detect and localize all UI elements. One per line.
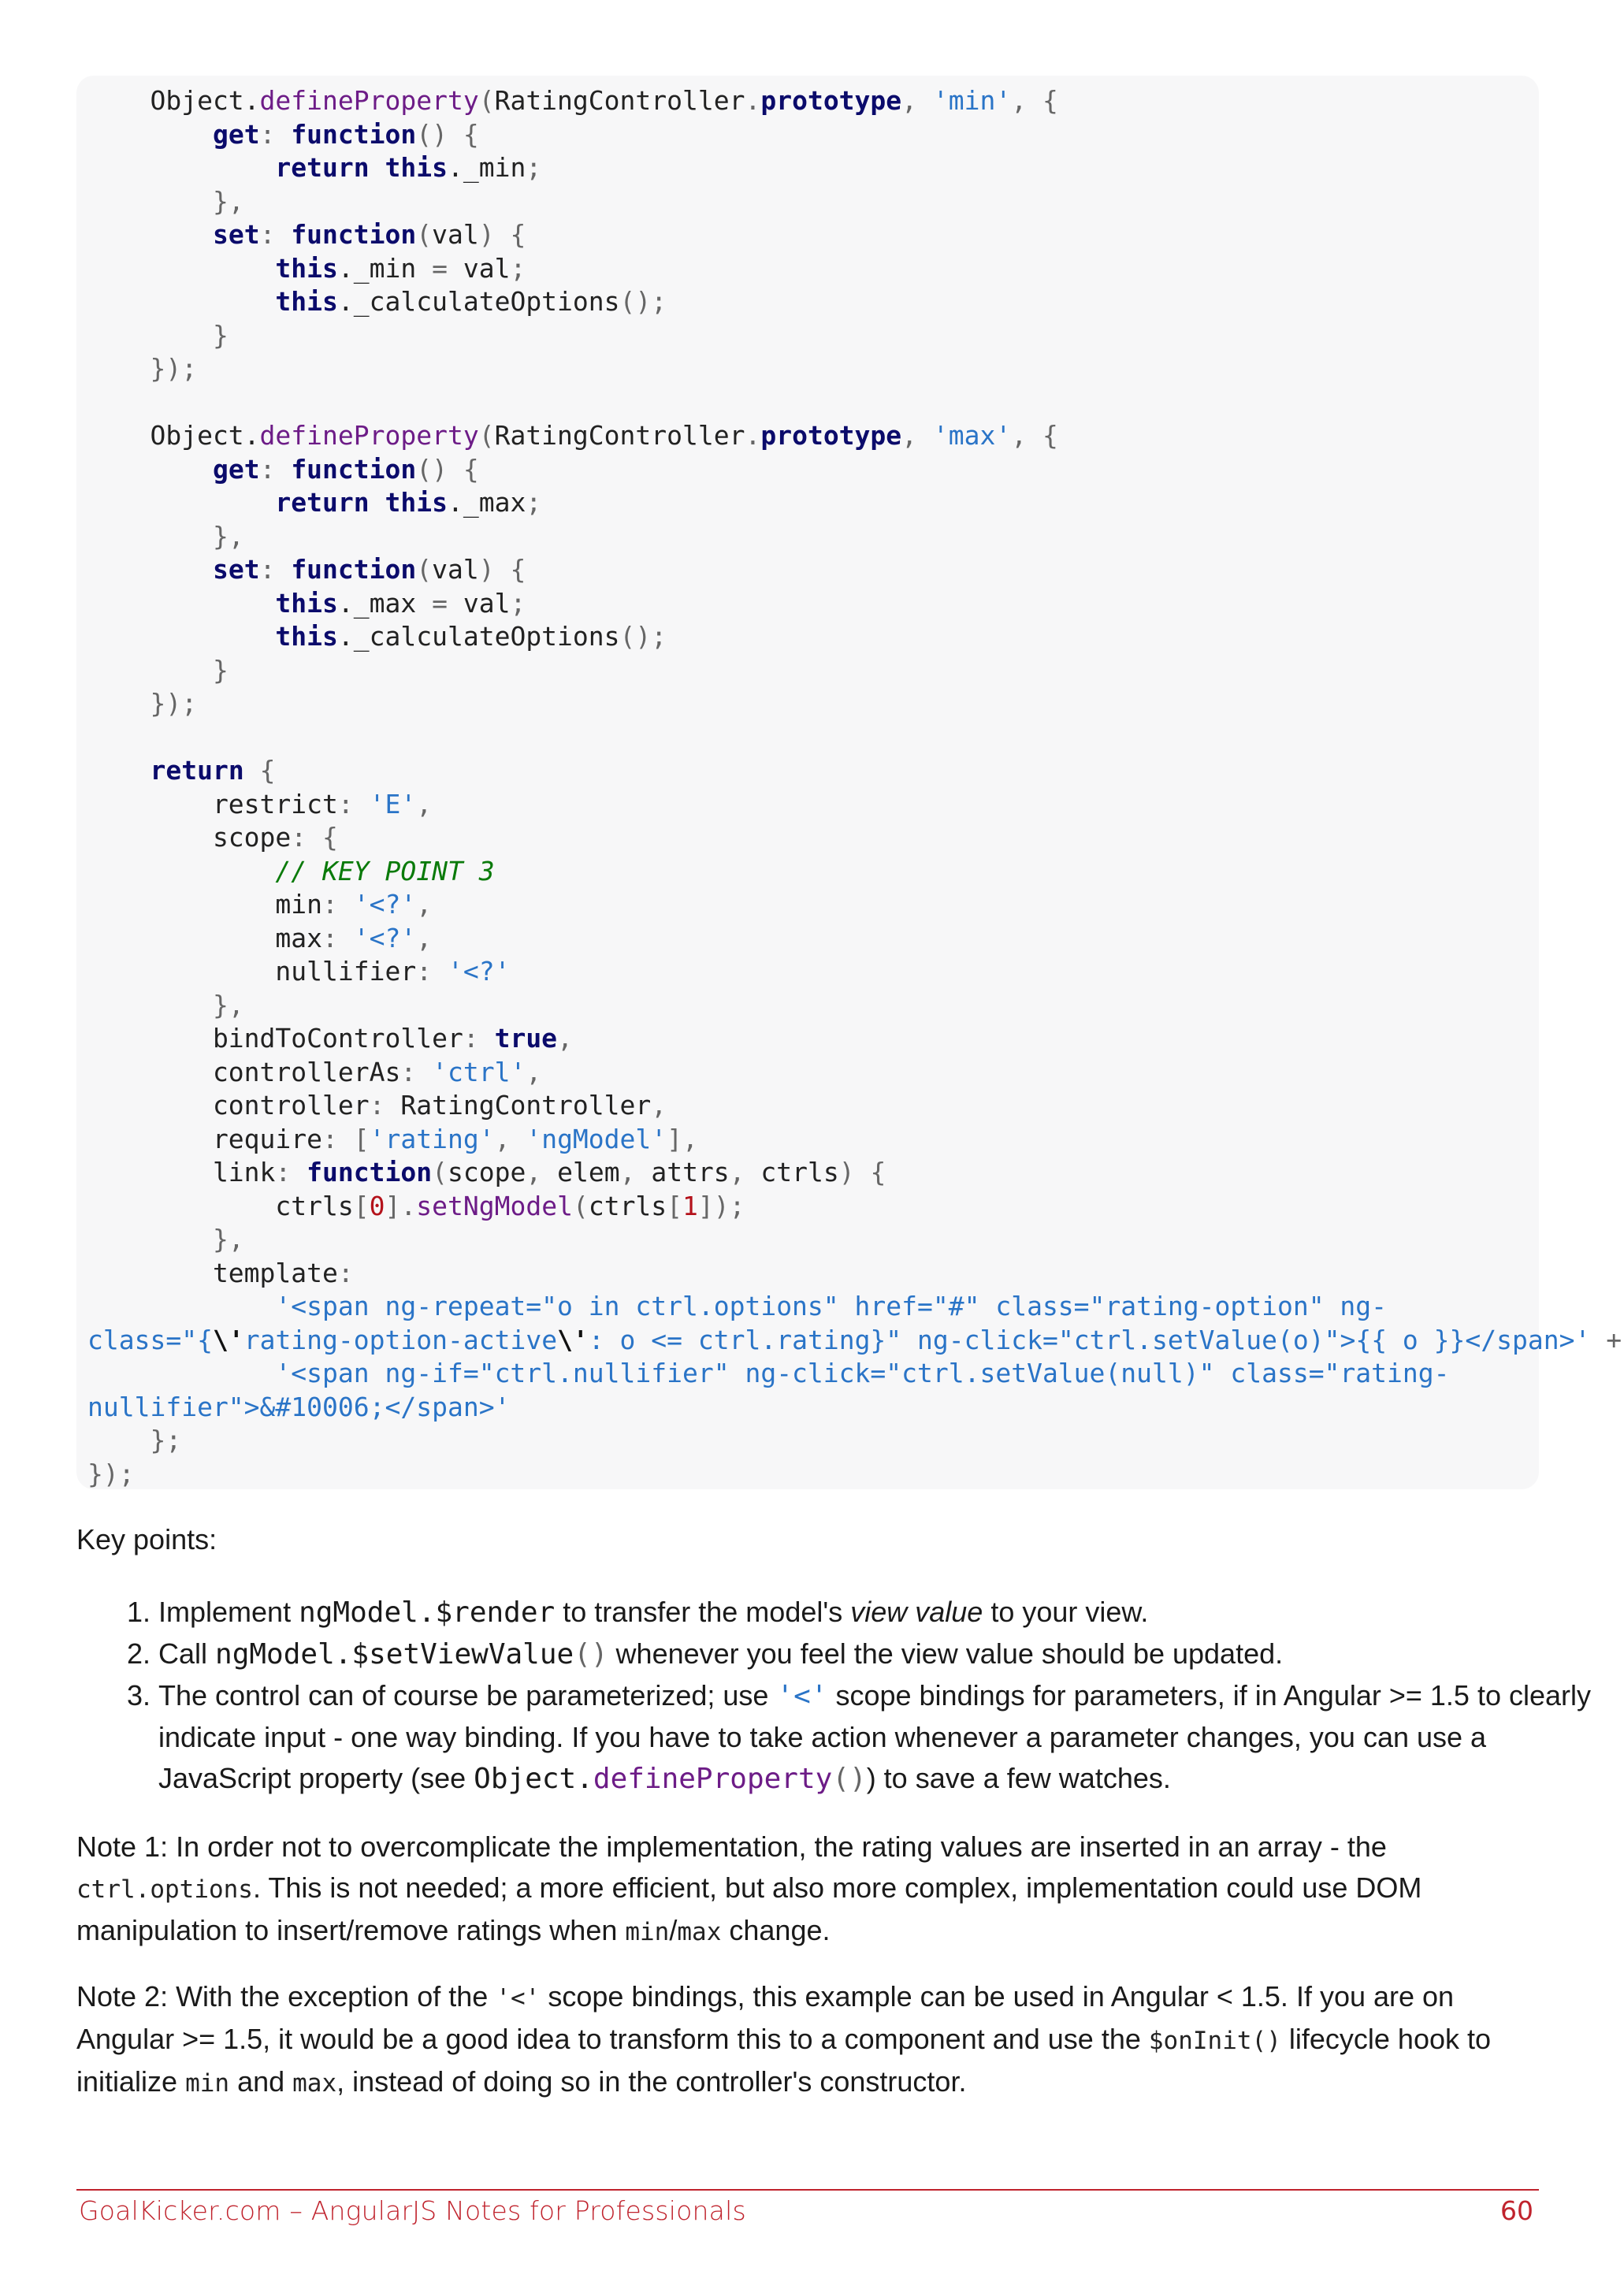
code-token: defineProperty bbox=[259, 85, 479, 116]
inline-code: defineProperty bbox=[593, 1763, 833, 1795]
code-line bbox=[87, 218, 526, 252]
text-run: . This is not needed; a more efficient, but also more complex, implementation could use DOM manipulation to insert/remove ratings when bbox=[76, 1871, 1422, 1946]
code-token: : bbox=[275, 1157, 307, 1187]
code-line bbox=[87, 1458, 135, 1492]
code-token: nullifier">&#10006;</span>' bbox=[87, 1391, 511, 1422]
text-run: and bbox=[229, 2065, 293, 2098]
code-line bbox=[87, 185, 244, 219]
code-token: Object. bbox=[87, 420, 260, 451]
code-token: function bbox=[307, 1157, 433, 1187]
code-token: 'max' bbox=[932, 420, 1012, 451]
code-token: ctrls bbox=[588, 1190, 667, 1221]
code-token: , bbox=[619, 1157, 652, 1187]
code-token: ._calculateOptions bbox=[337, 621, 620, 652]
code-token: template bbox=[87, 1257, 338, 1288]
code-token: val bbox=[432, 554, 479, 585]
code-token bbox=[87, 186, 213, 217]
code-token: rating-option-active bbox=[243, 1324, 558, 1355]
code-token: : bbox=[322, 922, 354, 953]
inline-code: min bbox=[625, 1918, 670, 1946]
code-token: : bbox=[369, 1090, 401, 1121]
code-token: ) { bbox=[838, 1157, 886, 1187]
code-token bbox=[87, 1224, 213, 1254]
code-line bbox=[87, 754, 275, 788]
code-line bbox=[87, 486, 541, 520]
text-run: Implement bbox=[158, 1596, 299, 1628]
code-token: ctrls bbox=[87, 1190, 354, 1221]
code-token: ._max bbox=[448, 487, 526, 518]
code-token: this bbox=[275, 286, 338, 317]
code-token: ( bbox=[416, 219, 433, 250]
key-point-item bbox=[158, 1592, 1624, 1633]
code-token: , bbox=[494, 1123, 526, 1154]
code-token: }); bbox=[150, 353, 198, 384]
code-line bbox=[87, 1357, 1450, 1391]
code-token bbox=[370, 152, 385, 183]
code-token: , bbox=[416, 889, 433, 920]
code-token: : bbox=[259, 219, 292, 250]
code-token bbox=[87, 1291, 275, 1321]
code-token: ], bbox=[667, 1123, 698, 1154]
code-token: scope bbox=[87, 822, 292, 853]
code-line bbox=[87, 1257, 354, 1291]
code-token: require bbox=[87, 1123, 323, 1154]
inline-code: $onInit bbox=[1148, 2027, 1252, 2055]
code-line bbox=[87, 654, 229, 688]
text-run: to your view. bbox=[983, 1596, 1149, 1628]
code-token bbox=[87, 755, 150, 786]
code-token: ( bbox=[478, 420, 495, 451]
code-token: ]); bbox=[697, 1190, 745, 1221]
note-2-paragraph bbox=[76, 1976, 1542, 2104]
text-run: view value bbox=[850, 1596, 983, 1628]
code-token bbox=[87, 253, 275, 284]
code-token: min bbox=[87, 889, 323, 920]
inline-code: ctrl. bbox=[76, 1875, 151, 1904]
code-token: , { bbox=[1011, 420, 1058, 451]
code-line bbox=[87, 788, 432, 822]
code-token: , { bbox=[1011, 85, 1058, 116]
code-token bbox=[87, 487, 275, 518]
text-run: scope bindings for parameters, if in Angular >= 1.5 to clearly indicate input - one way binding. If you have to take action whenever a parameter changes, you can use a JavaScript property (see bbox=[158, 1679, 1592, 1794]
code-line bbox=[87, 553, 526, 587]
code-token: RatingController bbox=[494, 420, 745, 451]
code-token: } bbox=[212, 319, 229, 351]
code-token: { bbox=[243, 755, 276, 786]
code-token: '<span ng-repeat="o in ctrl.options" href="#" class="rating-option" ng- bbox=[275, 1291, 1388, 1321]
code-line bbox=[87, 922, 432, 956]
code-token: ctrls bbox=[760, 1157, 839, 1187]
footer-divider bbox=[76, 2189, 1539, 2191]
text-run: , instead of doing so in the controller's constructor. bbox=[336, 2065, 967, 2098]
code-token: ; bbox=[526, 152, 542, 183]
note-1-paragraph bbox=[76, 1827, 1542, 1953]
code-token: ( bbox=[572, 1190, 589, 1221]
code-token: : bbox=[400, 1056, 433, 1087]
code-token bbox=[87, 119, 213, 150]
code-token bbox=[87, 588, 275, 619]
code-token: ._max bbox=[337, 587, 433, 619]
code-token: (); bbox=[619, 621, 667, 652]
code-token: '<?' bbox=[353, 889, 417, 920]
code-token: : bbox=[463, 1023, 495, 1054]
code-token bbox=[87, 454, 213, 485]
code-token: return bbox=[275, 487, 370, 518]
code-token: 1 bbox=[682, 1190, 698, 1221]
code-token: . bbox=[745, 85, 761, 116]
code-token: , bbox=[416, 788, 433, 820]
code-token bbox=[87, 152, 275, 183]
inline-code: () bbox=[1251, 2027, 1281, 2055]
code-token: }; bbox=[150, 1425, 182, 1455]
code-token: Object. bbox=[87, 85, 260, 116]
code-token: val bbox=[448, 252, 511, 284]
code-token: function bbox=[291, 219, 417, 250]
code-token: 0 bbox=[369, 1190, 385, 1221]
code-line bbox=[87, 587, 526, 621]
code-token: setNgModel bbox=[416, 1190, 573, 1221]
inline-code: Object. bbox=[474, 1763, 593, 1795]
code-line bbox=[87, 285, 667, 319]
code-line bbox=[87, 1190, 745, 1224]
code-block bbox=[76, 76, 1622, 1489]
text-run: Note 2: With the exception of the bbox=[76, 1980, 496, 2013]
code-token: ( bbox=[432, 1157, 448, 1187]
code-line bbox=[87, 419, 1058, 453]
code-token bbox=[87, 1425, 150, 1455]
text-run: change. bbox=[721, 1914, 831, 1946]
code-token: this bbox=[385, 152, 448, 183]
code-line bbox=[87, 252, 526, 286]
code-token: nullifier bbox=[87, 956, 417, 987]
code-token: 'min' bbox=[932, 85, 1012, 116]
code-token: 'ngModel' bbox=[526, 1123, 667, 1154]
code-line bbox=[87, 687, 197, 721]
code-token: '<span ng-if="ctrl.nullifier" ng-click="ctrl.setValue(null)" class="rating- bbox=[275, 1358, 1450, 1388]
code-token: 'E' bbox=[369, 788, 417, 820]
code-token: : bbox=[416, 956, 448, 987]
code-line bbox=[87, 1223, 244, 1257]
code-token: ; bbox=[526, 487, 542, 518]
code-token: 'rating' bbox=[369, 1123, 495, 1154]
code-token: , bbox=[557, 1023, 573, 1054]
inline-code: () bbox=[832, 1763, 867, 1795]
code-token: ._min bbox=[337, 252, 433, 284]
code-token: : bbox=[322, 889, 354, 920]
key-point-item bbox=[158, 1675, 1624, 1800]
code-token: val bbox=[448, 587, 511, 619]
code-line bbox=[87, 1022, 573, 1056]
code-token bbox=[87, 320, 213, 351]
key-points-list bbox=[76, 1592, 1624, 1800]
code-token: '<?' bbox=[447, 956, 511, 987]
code-token: this bbox=[275, 252, 338, 284]
code-token: this bbox=[385, 487, 448, 518]
code-token: [ bbox=[353, 1190, 370, 1221]
code-token bbox=[87, 554, 213, 585]
text-run: scope bindings, this example can be used in Angular < 1.5. If you are on Angular >= 1.5, it would be a good idea to transform this to a component and use the bbox=[76, 1980, 1455, 2055]
code-token: ( bbox=[416, 554, 433, 585]
code-token: controllerAs bbox=[87, 1056, 401, 1087]
footer-page-number: 60 bbox=[1500, 2195, 1533, 2226]
code-token: : bbox=[259, 554, 292, 585]
text-run: to transfer the model's bbox=[555, 1596, 851, 1628]
code-token bbox=[87, 856, 275, 886]
code-token: scope bbox=[448, 1157, 526, 1187]
inline-code: max bbox=[677, 1918, 722, 1946]
code-token: } bbox=[212, 654, 229, 686]
text-run: / bbox=[669, 1914, 678, 1946]
code-token bbox=[87, 1358, 275, 1388]
code-token: , bbox=[526, 1056, 542, 1087]
code-token bbox=[87, 219, 213, 250]
code-token: : bbox=[259, 118, 292, 150]
code-token bbox=[87, 688, 150, 719]
inline-code: min bbox=[185, 2069, 230, 2098]
code-token bbox=[87, 286, 275, 317]
code-line bbox=[87, 1324, 1622, 1358]
code-token: \' bbox=[557, 1324, 589, 1355]
code-line bbox=[87, 1290, 1387, 1324]
code-line bbox=[87, 151, 541, 185]
code-line bbox=[87, 84, 1058, 118]
code-line bbox=[87, 352, 197, 386]
code-token: }, bbox=[212, 1224, 244, 1254]
code-token: }); bbox=[87, 1458, 135, 1489]
code-token: return bbox=[150, 755, 244, 786]
code-token: 'ctrl' bbox=[432, 1056, 526, 1087]
code-token: }); bbox=[150, 688, 198, 719]
text-run: ) to save a few watches. bbox=[866, 1762, 1171, 1794]
code-token: () { bbox=[416, 453, 479, 485]
code-token: , bbox=[416, 922, 433, 953]
code-line bbox=[87, 1123, 698, 1157]
code-token: bindToController bbox=[87, 1023, 463, 1054]
code-token: : bbox=[337, 1257, 354, 1288]
code-token: val bbox=[432, 219, 479, 250]
code-line bbox=[87, 118, 479, 152]
code-token: this bbox=[275, 621, 338, 652]
code-token: ) { bbox=[478, 219, 526, 250]
code-line bbox=[87, 1089, 667, 1123]
code-line bbox=[87, 319, 229, 353]
code-line bbox=[87, 888, 432, 922]
code-token: function bbox=[291, 554, 417, 585]
key-point-item bbox=[158, 1633, 1624, 1675]
inline-code: ngModel.$setViewValue bbox=[215, 1638, 574, 1671]
code-token: controller bbox=[87, 1090, 370, 1121]
code-token: prototype bbox=[760, 420, 902, 451]
code-token: ; bbox=[510, 252, 526, 284]
code-token: ( bbox=[478, 85, 495, 116]
text-run: The control can of course be parameterized; use bbox=[158, 1679, 777, 1712]
code-token: = bbox=[432, 587, 448, 619]
code-token: = bbox=[432, 252, 448, 284]
inline-code: '<' bbox=[496, 1984, 541, 2013]
code-token: , bbox=[729, 1157, 761, 1187]
code-token bbox=[87, 990, 213, 1020]
code-token: + bbox=[1590, 1324, 1622, 1355]
code-token: : [ bbox=[322, 1123, 370, 1154]
code-token: RatingController bbox=[494, 85, 745, 116]
code-token: // KEY POINT 3 bbox=[275, 855, 495, 886]
code-token: prototype bbox=[760, 85, 902, 116]
code-token: get bbox=[212, 453, 260, 485]
code-token: '<?' bbox=[353, 922, 417, 953]
code-token: : o <= ctrl.rating}" ng-click="ctrl.setValue(o)">{{ o }}</span>' bbox=[588, 1324, 1591, 1355]
inline-code: options bbox=[150, 1875, 253, 1904]
code-line bbox=[87, 1056, 541, 1090]
code-token bbox=[87, 655, 213, 686]
code-token bbox=[87, 521, 213, 552]
code-token bbox=[87, 353, 150, 384]
code-line bbox=[87, 1391, 510, 1425]
code-token: set bbox=[212, 219, 260, 250]
code-token: function bbox=[291, 453, 417, 485]
code-token: () { bbox=[416, 118, 479, 150]
code-token: (); bbox=[619, 286, 667, 317]
code-token: ._calculateOptions bbox=[337, 286, 620, 317]
inline-code: max bbox=[292, 2069, 337, 2098]
code-token: : bbox=[337, 788, 370, 820]
code-token bbox=[370, 487, 385, 518]
code-line bbox=[87, 1424, 181, 1458]
code-token: defineProperty bbox=[259, 420, 479, 451]
code-token: restrict bbox=[87, 788, 338, 820]
code-line bbox=[87, 955, 510, 989]
code-line bbox=[87, 453, 479, 487]
code-token: , bbox=[651, 1090, 667, 1121]
code-line bbox=[87, 855, 495, 889]
text-run: whenever you feel the view value should be updated. bbox=[608, 1637, 1284, 1670]
code-token: class="{ bbox=[87, 1324, 213, 1355]
code-token: true bbox=[494, 1023, 558, 1054]
code-token: elem bbox=[557, 1157, 620, 1187]
code-line bbox=[87, 989, 244, 1023]
code-token: link bbox=[87, 1157, 276, 1187]
text-run: lifecycle hook to initialize bbox=[76, 2023, 1492, 2098]
code-token: this bbox=[275, 587, 338, 619]
code-token: . bbox=[745, 420, 761, 451]
code-token: }, bbox=[212, 520, 244, 552]
code-token: [ bbox=[667, 1190, 683, 1221]
code-token: ; bbox=[510, 587, 526, 619]
text-run: Call bbox=[158, 1637, 216, 1670]
code-token: ) { bbox=[478, 554, 526, 585]
text-run: Note 1: In order not to overcomplicate the implementation, the rating values are inserted in an array - the bbox=[76, 1830, 1387, 1863]
code-token: set bbox=[212, 554, 260, 585]
code-token: RatingController bbox=[400, 1090, 652, 1121]
code-line bbox=[87, 620, 667, 654]
code-line bbox=[87, 821, 338, 855]
code-line bbox=[87, 1156, 886, 1190]
inline-code: () bbox=[574, 1638, 608, 1671]
key-points-heading: Key points: bbox=[76, 1523, 217, 1555]
code-token: ._min bbox=[448, 152, 526, 183]
inline-code: ngModel.$render bbox=[299, 1596, 556, 1629]
code-token: : { bbox=[291, 822, 338, 853]
footer-book-title: GoalKicker.com – AngularJS Notes for Professionals bbox=[79, 2195, 746, 2226]
code-token: max bbox=[87, 922, 323, 953]
code-token: \' bbox=[212, 1324, 244, 1355]
code-token: return bbox=[275, 152, 370, 183]
code-line bbox=[87, 520, 244, 554]
inline-code: '<' bbox=[776, 1680, 828, 1712]
code-token: ]. bbox=[385, 1190, 417, 1221]
code-token: , bbox=[526, 1157, 558, 1187]
code-token: , bbox=[901, 85, 933, 116]
code-token: function bbox=[291, 118, 417, 150]
code-token: get bbox=[212, 118, 260, 150]
code-token: : bbox=[259, 453, 292, 485]
code-token: , bbox=[901, 420, 933, 451]
code-token: }, bbox=[212, 185, 244, 217]
code-token: attrs bbox=[651, 1157, 730, 1187]
code-token: }, bbox=[212, 989, 244, 1020]
code-token bbox=[87, 621, 275, 652]
